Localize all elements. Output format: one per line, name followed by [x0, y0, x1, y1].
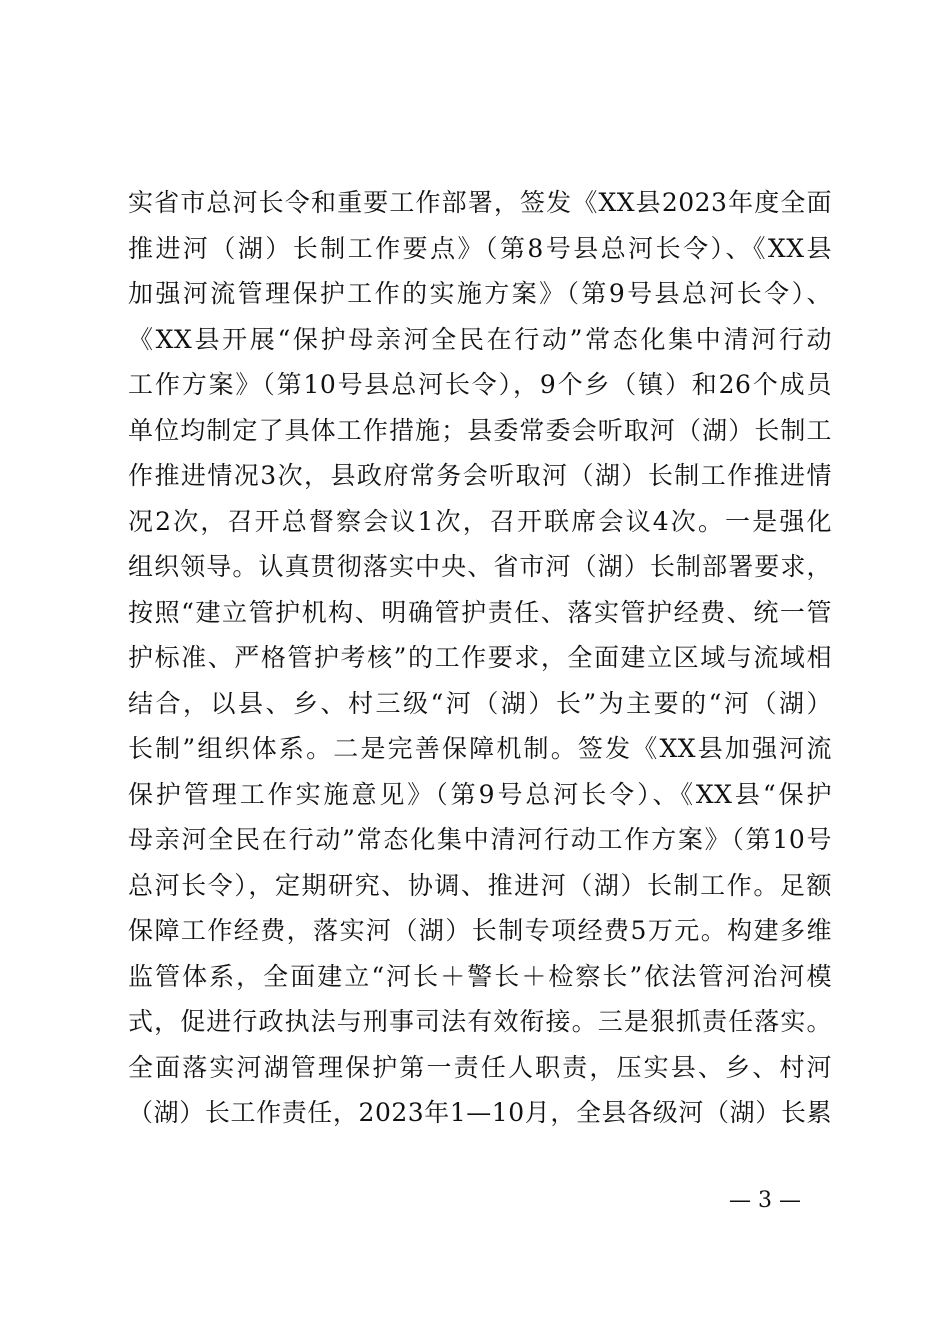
text-line: 式，促进行政执法与刑事司法有效衔接。三是狠抓责任落实。 [128, 1007, 832, 1036]
text-line: 长制”组织体系。二是完善保障机制。签发《XX县加强河流 [128, 734, 832, 763]
body-text [128, 180, 832, 1136]
text-line: 推进河（湖）长制工作要点》（第8号县总河长令）、《XX县 [128, 233, 832, 263]
text-line: 加强河流管理保护工作的实施方案》（第9号县总河长令）、 [128, 279, 832, 308]
text-line: 护标准、严格管护考核”的工作要求，全面建立区域与流域相 [128, 643, 832, 672]
text-line: 母亲河全民在行动”常态化集中清河行动工作方案》（第10号 [128, 825, 832, 854]
text-line: 实省市总河长令和重要工作部署，签发《XX县2023年度全面 [128, 188, 832, 217]
text-line: 监管体系，全面建立“河长＋警长＋检察长”依法管河治河模 [128, 961, 832, 991]
text-line: 结合，以县、乡、村三级“河（湖）长”为主要的“河（湖） [128, 688, 832, 718]
text-line: 作推进情况3次，县政府常务会听取河（湖）长制工作推进情 [128, 461, 832, 490]
page-number: — 3 — [729, 1188, 801, 1213]
text-line: 按照“建立管护机构、明确管护责任、落实管护经费、统一管 [128, 597, 832, 627]
text-line: 工作方案》（第10号县总河长令），9个乡（镇）和26个成员 [128, 370, 832, 399]
text-line: 保障工作经费，落实河（湖）长制专项经费5万元。构建多维 [128, 916, 832, 945]
text-line: 总河长令），定期研究、协调、推进河（湖）长制工作。足额 [128, 870, 832, 900]
text-line: 组织领导。认真贯彻落实中央、省市河（湖）长制部署要求， [128, 552, 832, 581]
text-line: 单位均制定了具体工作措施；县委常委会听取河（湖）长制工 [128, 415, 832, 445]
text-line: 保护管理工作实施意见》（第9号总河长令）、《XX县“保护 [128, 779, 832, 809]
text-line: 全面落实河湖管理保护第一责任人职责，压实县、乡、村河 [128, 1052, 832, 1082]
text-line: （湖）长工作责任，2023年1—10月，全县各级河（湖）长累 [128, 1098, 832, 1127]
text-line: 《XX县开展“保护母亲河全民在行动”常态化集中清河行动 [128, 324, 832, 354]
text-line: 况2次，召开总督察会议1次，召开联席会议4次。一是强化 [128, 506, 832, 536]
